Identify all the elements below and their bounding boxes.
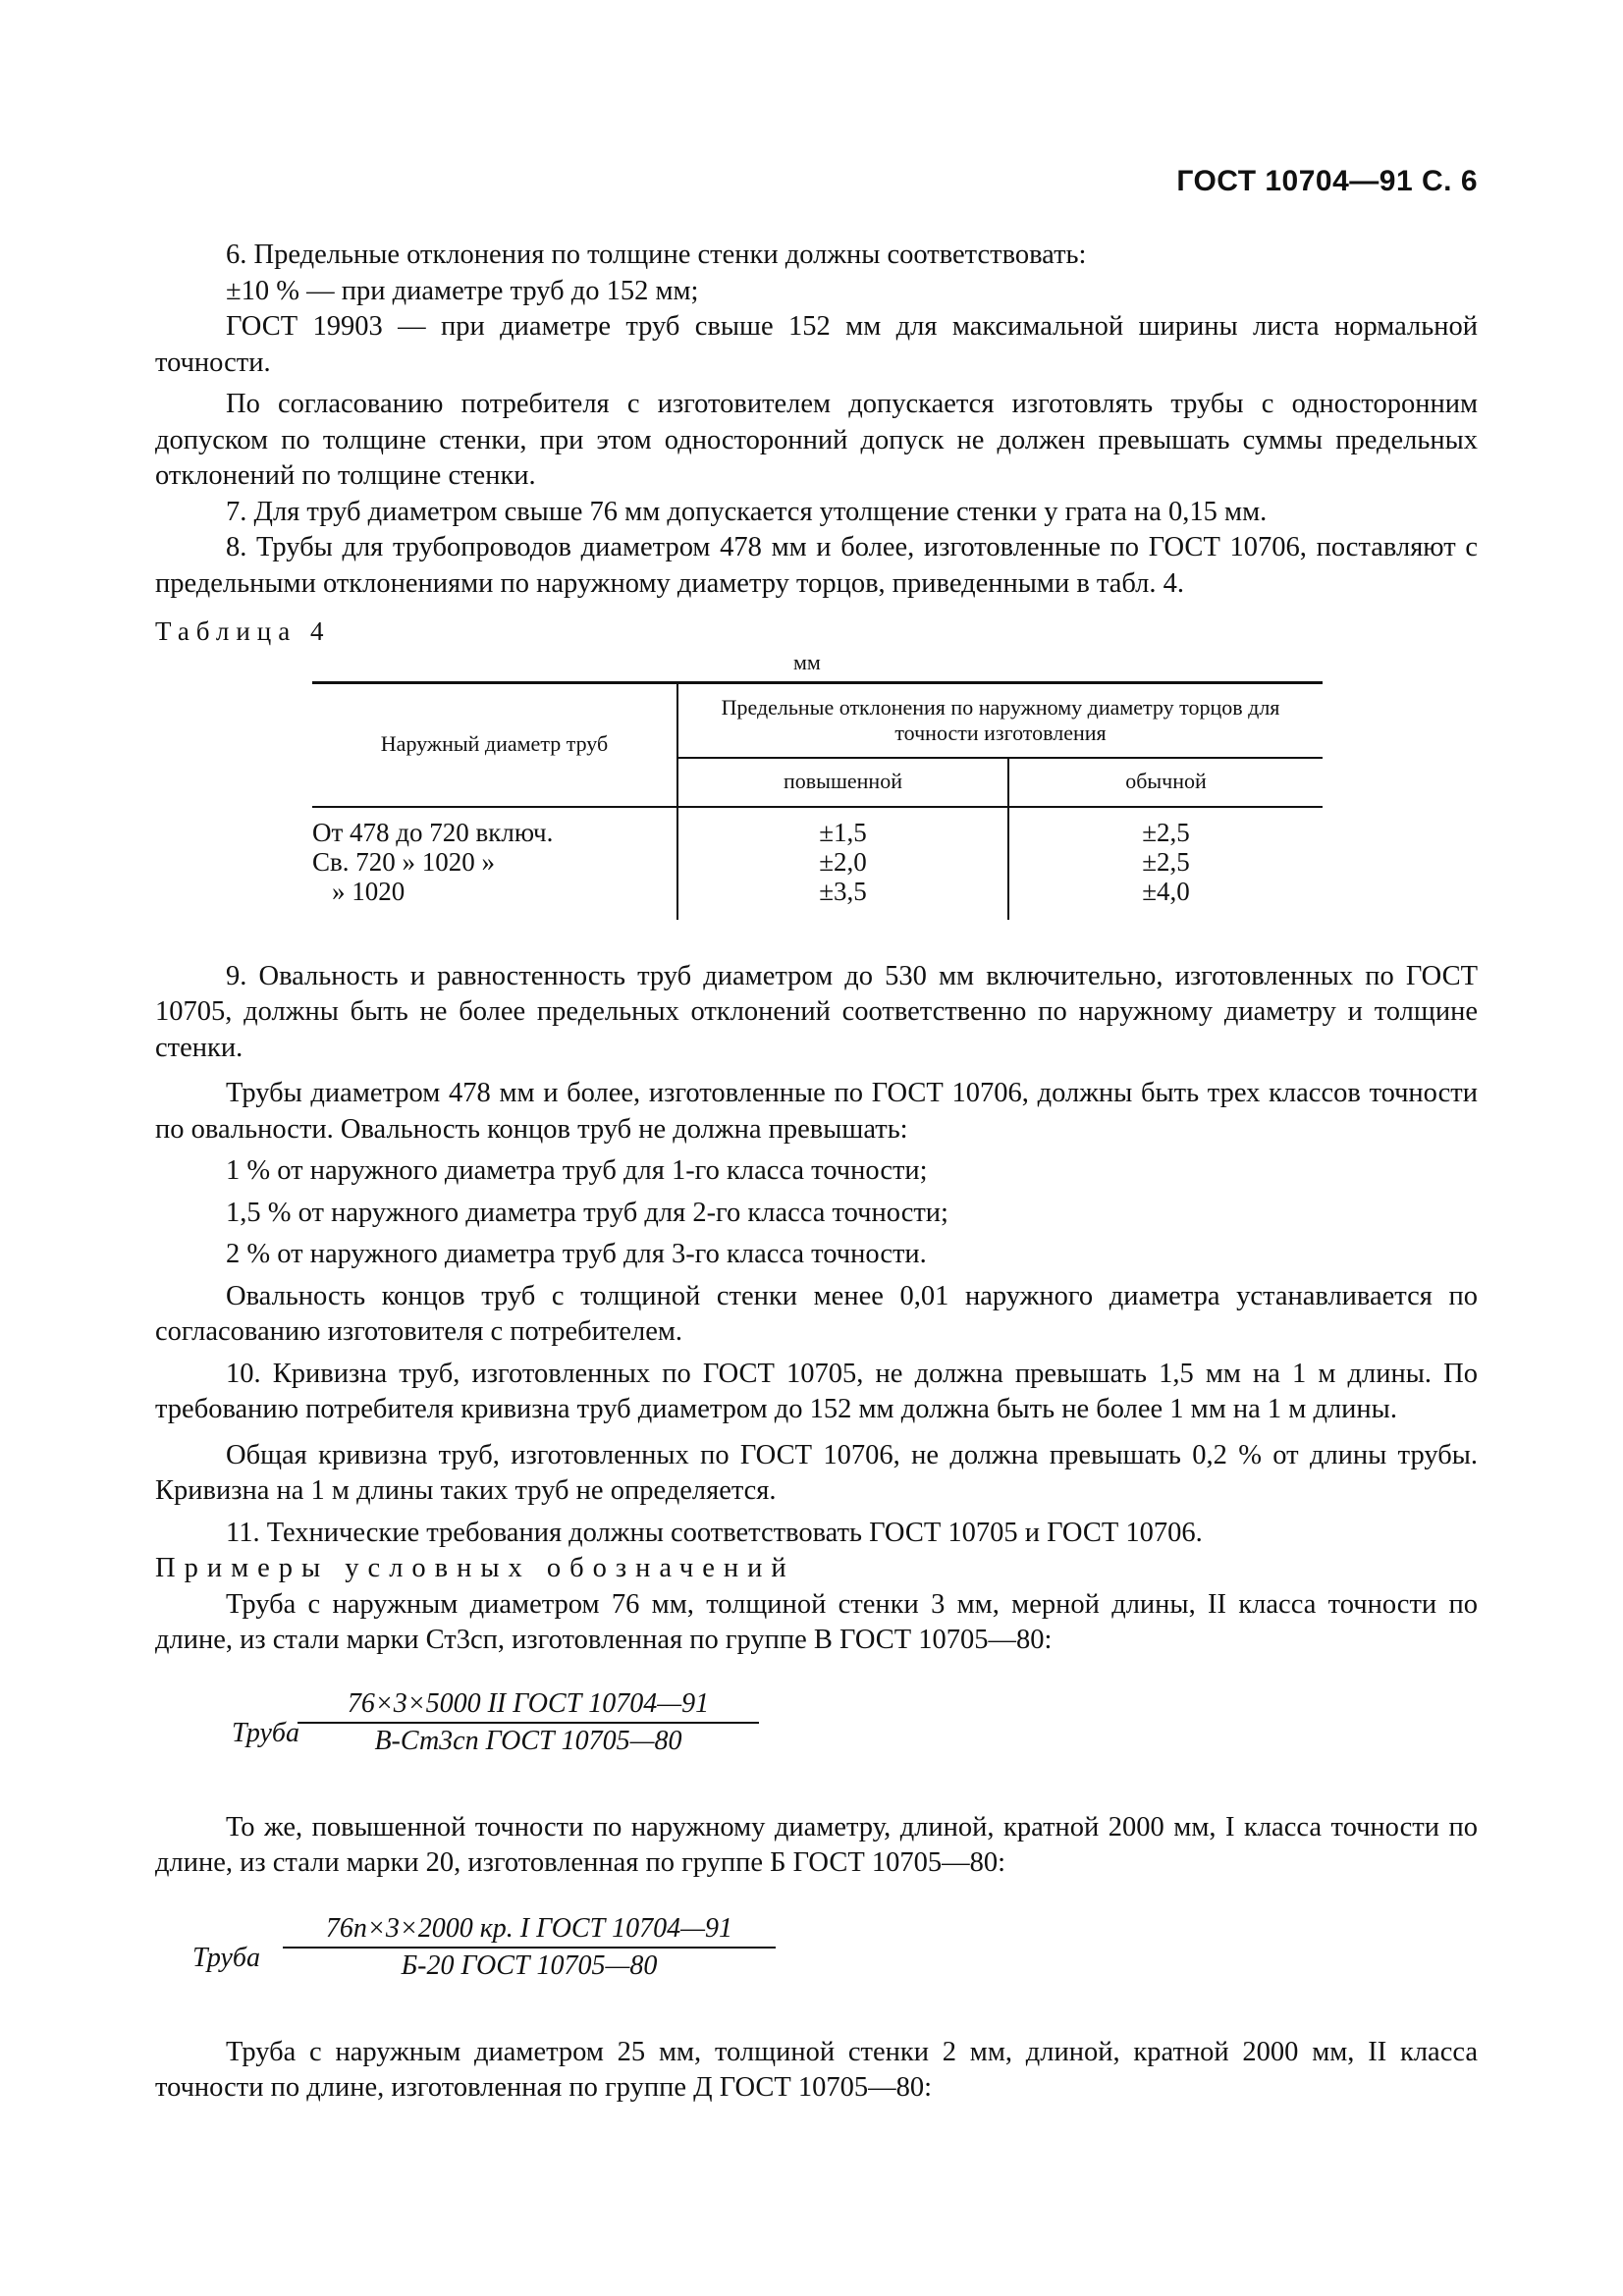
table-cell: ±4,0 xyxy=(1142,876,1190,906)
high-column xyxy=(677,807,1008,920)
paragraph: 6. Предельные отклонения по толщине стенки должны соответствовать: xyxy=(226,240,1087,270)
example-2-text: То же, повышенной точности по наружному диаметру, длиной, кратной 2000 мм, I класса точности по длине, из стали марки 20, изготовленная по группе Б ГОСТ 10705—80: xyxy=(155,1811,1478,1878)
paragraph: Овальность концов труб с толщиной стенки менее 0,01 наружного диаметра устанавливается по согласованию изготовителя с потребителем. xyxy=(155,1280,1478,1347)
formula-numerator: 76×3×5000 II ГОСТ 10704—91 xyxy=(347,1687,710,1719)
paragraph: 1,5 % от наружного диаметра труб для 2-го класса точности; xyxy=(226,1197,948,1228)
column-header-deviations: Предельные отклонения по наружному диаметру торцов для точности изготовления xyxy=(677,682,1323,758)
formula-fraction xyxy=(283,1911,776,1984)
table-cell: ±2,5 xyxy=(1142,817,1190,847)
table-cell: ±1,5 xyxy=(819,817,867,847)
page-header: ГОСТ 10704—91 С. 6 xyxy=(1176,165,1478,197)
table-cell: Св. 720 » 1020 » xyxy=(312,846,496,877)
column-header-diameter: Наружный диаметр труб xyxy=(312,682,677,807)
table-cell: ±3,5 xyxy=(819,876,867,906)
examples-heading: Примеры условных обозначений xyxy=(155,1553,795,1583)
formula-denominator: В-Ст3сп ГОСТ 10705—80 xyxy=(374,1725,682,1756)
formula-label: Труба xyxy=(232,1717,300,1748)
column-header-normal: обычной xyxy=(1008,758,1323,807)
paragraph: Общая кривизна труб, изготовленных по ГОСТ 10706, не должна превышать 0,2 % от длины трубы. Кривизна на 1 м длины таких труб не определяется. xyxy=(155,1439,1478,1506)
paragraph: 8. Трубы для трубопроводов диаметром 478 мм и более, изготовленные по ГОСТ 10706, поставляют с предельными отклонениями по наружному диаметру торцов, приведенными в табл. 4. xyxy=(155,532,1478,599)
example-3-text: Труба с наружным диаметром 25 мм, толщиной стенки 2 мм, длиной, кратной 2000 мм, II класса точности по длине, изготовленная по группе Д ГОСТ 10705—80: xyxy=(155,2036,1478,2103)
table-caption: Таблица 4 xyxy=(155,616,331,646)
formula-numerator: 76п×3×2000 кр. I ГОСТ 10704—91 xyxy=(325,1912,733,1944)
paragraph: 7. Для труб диаметром свыше 76 мм допускается утолщение стенки у грата на 0,15 мм. xyxy=(226,496,1268,527)
formula-label: Труба xyxy=(192,1942,261,1973)
normal-column xyxy=(1008,807,1323,920)
paragraph: 2 % от наружного диаметра труб для 3-го класса точности. xyxy=(226,1239,927,1269)
table-cell: ±2,0 xyxy=(819,846,867,877)
table-cell: » 1020 xyxy=(332,876,406,906)
paragraph: ±10 % — при диаметре труб до 152 мм; xyxy=(226,275,699,306)
paragraph: Трубы диаметром 478 мм и более, изготовленные по ГОСТ 10706, должны быть трех классов точности по овальности. Овальность концов труб не должна превышать: xyxy=(155,1078,1478,1145)
example-1-formula xyxy=(155,1686,1478,1781)
formula-denominator: Б-20 ГОСТ 10705—80 xyxy=(401,1949,658,1981)
diameter-column xyxy=(312,807,677,920)
paragraph: 9. Овальность и равностенность труб диаметром до 530 мм включительно, изготовленных по ГОСТ 10705, должны быть не более предельных отклонений соответственно по наружному диаметру и толщине стенки. xyxy=(155,960,1478,1063)
example-2-formula xyxy=(155,1911,1478,2005)
table-cell: ±2,5 xyxy=(1142,846,1190,877)
example-1-text: Труба с наружным диаметром 76 мм, толщиной стенки 3 мм, мерной длины, II класса точности по длине, из стали марки Ст3сп, изготовленная по группе В ГОСТ 10705—80: xyxy=(155,1588,1478,1655)
document-body xyxy=(155,238,1478,2107)
table-unit: мм xyxy=(793,649,821,674)
paragraph: По согласованию потребителя с изготовителем допускается изготовлять трубы с односторонним допуском по толщине стенки, при этом односторонний допуск не должен превышать суммы предельных отклонений по толщине стенки. xyxy=(155,389,1478,491)
column-header-high: повышенной xyxy=(677,758,1008,807)
table-cell: От 478 до 720 включ. xyxy=(312,817,554,847)
table-body xyxy=(312,807,1323,920)
paragraph: 1 % от наружного диаметра труб для 1-го класса точности; xyxy=(226,1155,928,1186)
paragraph: 10. Кривизна труб, изготовленных по ГОСТ 10705, не должна превышать 1,5 мм на 1 м длины. По требованию потребителя кривизна труб диаметром до 152 мм должна быть не более 1 мм на 1 м длины. xyxy=(155,1358,1478,1424)
formula-fraction xyxy=(298,1686,759,1759)
paragraph: 11. Технические требования должны соответствовать ГОСТ 10705 и ГОСТ 10706. xyxy=(226,1517,1203,1548)
paragraph: ГОСТ 19903 — при диаметре труб свыше 152 мм для максимальной ширины листа нормальной точности. xyxy=(155,311,1478,378)
table-4 xyxy=(312,681,1323,920)
